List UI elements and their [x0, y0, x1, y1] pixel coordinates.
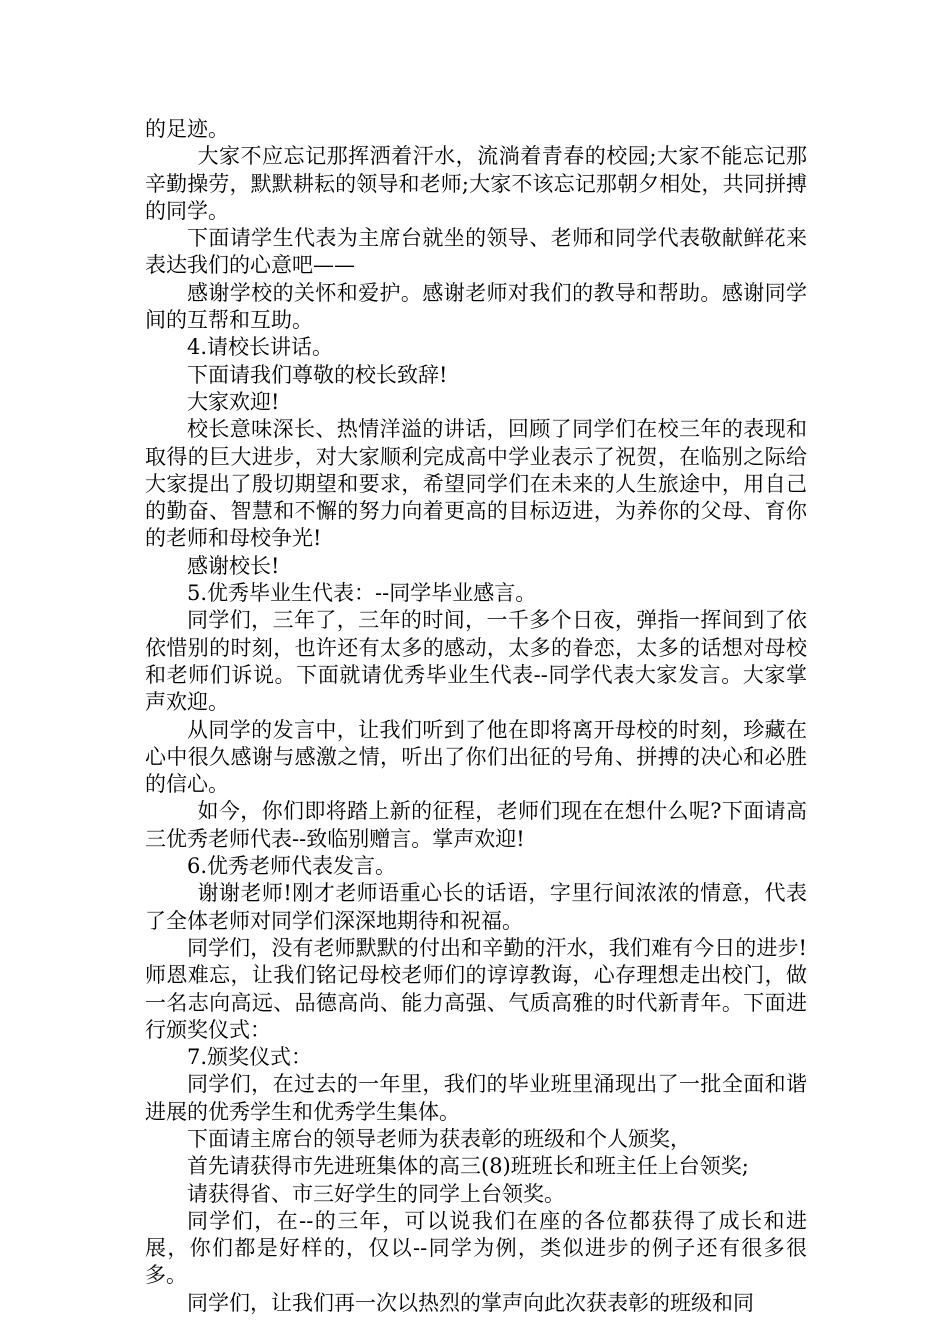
- paragraph: 同学们，三年了，三年的时间，一千多个日夜，弹指一挥间到了依依惜别的时刻，也许还有太多的感动，太多的眷恋，太多的话想对母校和老师们诉说。下面就请优秀毕业生代表--同学代表大家发言。大家掌声欢迎。: [145, 608, 807, 715]
- paragraph: 如今，你们即将踏上新的征程，老师们现在在想什么呢?下面请高三优秀老师代表--致临别赠言。掌声欢迎!: [145, 799, 807, 851]
- paragraph: 同学们，在过去的一年里，我们的毕业班里涌现出了一批全面和谐进展的优秀学生和优秀学生集体。: [145, 1072, 807, 1124]
- paragraph: 同学们，在--的三年，可以说我们在座的各位都获得了成长和进展，你们都是好样的，仅以--同学为例，类似进步的例子还有很多很多。: [145, 1208, 807, 1288]
- paragraph: 请获得省、市三好学生的同学上台领奖。: [187, 1181, 565, 1206]
- section-heading: 7.颁奖仪式：: [187, 1045, 313, 1070]
- paragraph: 大家欢迎!: [187, 389, 280, 414]
- paragraph: 谢谢老师!刚才老师语重心长的话语，字里行间浓浓的情意，代表了全体老师对同学们深深地期待和祝福。: [145, 881, 807, 933]
- paragraph: 首先请获得市先进班集体的高三(8)班班长和班主任上台领奖;: [187, 1154, 749, 1179]
- section-heading: 5.优秀毕业生代表：--同学毕业感言。: [187, 581, 537, 606]
- paragraph: 感谢学校的关怀和爱护。感谢老师对我们的教导和帮助。感谢同学间的互帮和互助。: [145, 280, 807, 333]
- paragraph: 从同学的发言中，让我们听到了他在即将离开母校的时刻，珍藏在心中很久感谢与感激之情，听出了你们出征的号角、拼搏的决心和必胜的信心。: [145, 717, 807, 797]
- paragraph: 下面请学生代表为主席台就坐的领导、老师和同学代表敬献鲜花来表达我们的心意吧——: [145, 226, 807, 278]
- document-body: [145, 116, 807, 1317]
- paragraph: 的足迹。: [145, 117, 229, 141]
- paragraph: 大家不应忘记那挥洒着汗水，流淌着青春的校园;大家不能忘记那辛勤操劳，默默耕耘的领导和老师;大家不该忘记那朝夕相处，共同拼搏的同学。: [145, 144, 807, 223]
- section-heading: 6.优秀老师代表发言。: [187, 854, 397, 879]
- paragraph: 感谢校长!: [187, 553, 280, 578]
- paragraph: 校长意味深长、热情洋溢的讲话，回顾了同学们在校三年的表现和取得的巨大进步，对大家顺利完成高中学业表示了祝贺，在临别之际给大家提出了殷切期望和要求，希望同学们在未来的人生旅途中，用自己的勤奋、智慧和不懈的努力向着更高的目标迈进，为养你的父母、育你的老师和母校争光!: [145, 417, 807, 551]
- section-heading: 4.请校长讲话。: [187, 335, 334, 360]
- paragraph: 同学们，没有老师默默的付出和辛勤的汗水，我们难有今日的进步!师恩难忘，让我们铭记母校老师们的谆谆教诲，心存理想走出校门，做一名志向高远、品德高尚、能力高强、气质高雅的时代新青年。下面进行颁奖仪式：: [145, 935, 807, 1042]
- paragraph: 同学们，让我们再一次以热烈的掌声向此次获表彰的班级和同: [187, 1290, 754, 1315]
- paragraph: 下面请主席台的领导老师为获表彰的班级和个人颁奖，: [187, 1126, 691, 1151]
- paragraph: 下面请我们尊敬的校长致辞!: [187, 362, 448, 387]
